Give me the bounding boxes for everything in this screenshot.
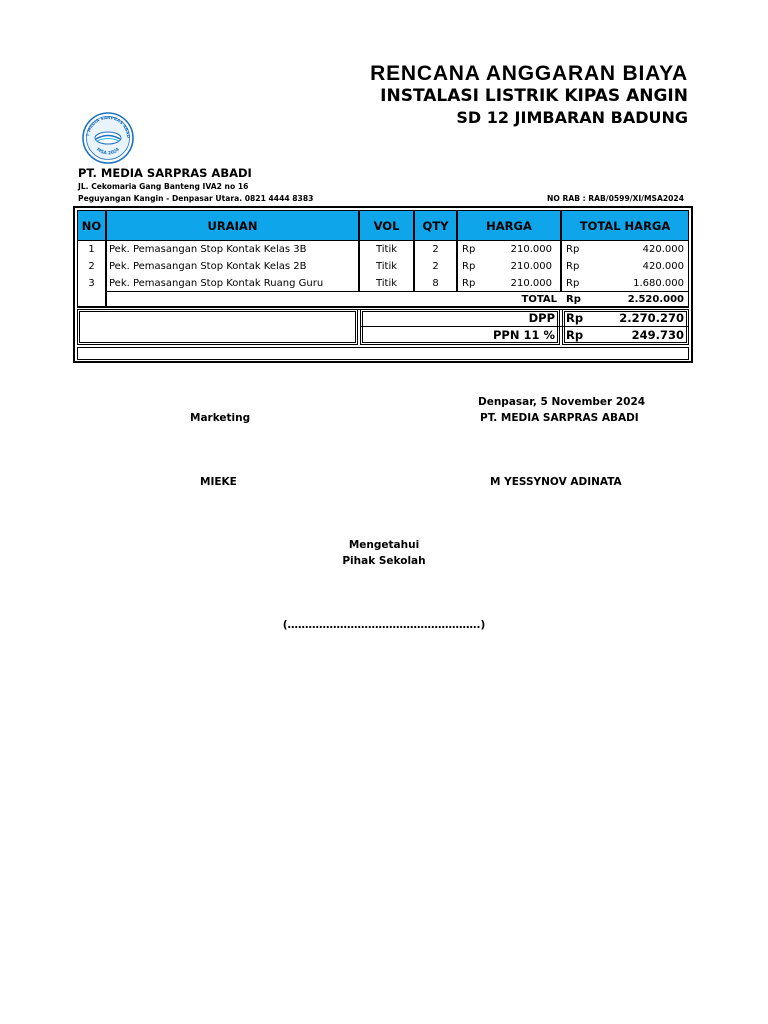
right-signer-name: M YESSYNOV ADINATA bbox=[490, 476, 622, 488]
row-harga-currency: Rp bbox=[462, 278, 476, 289]
notes-box bbox=[77, 309, 358, 345]
row-uraian: Pek. Pemasangan Stop Kontak Kelas 3B bbox=[109, 244, 307, 255]
company-logo bbox=[80, 112, 136, 164]
row-total-currency: Rp bbox=[566, 278, 580, 289]
acknowledged-party: Pihak Sekolah bbox=[342, 555, 426, 567]
company-address-line1: JL. Cekomaria Gang Banteng IVA2 no 16 bbox=[78, 182, 249, 191]
logo-text-bottom: MSA 2024 bbox=[95, 147, 121, 157]
document-title: RENCANA ANGGARAN BIAYA bbox=[370, 62, 688, 85]
row-vol: Titik bbox=[375, 244, 398, 255]
row-total: 420.000 bbox=[642, 261, 684, 272]
ppn-label: PPN 11 % bbox=[492, 328, 555, 342]
row-total: 1.680.000 bbox=[633, 278, 684, 289]
company-name: PT. MEDIA SARPRAS ABADI bbox=[78, 166, 252, 180]
ppn-currency: Rp bbox=[566, 328, 584, 342]
col-header-harga: HARGA bbox=[457, 210, 561, 241]
row-total-currency: Rp bbox=[566, 261, 580, 272]
row-total: 420.000 bbox=[642, 244, 684, 255]
row-harga: 210.000 bbox=[510, 261, 552, 272]
row-harga-currency: Rp bbox=[462, 244, 476, 255]
row-harga: 210.000 bbox=[510, 244, 552, 255]
col-header-total-harga: TOTAL HARGA bbox=[561, 210, 689, 241]
total-label: TOTAL bbox=[521, 294, 557, 305]
row-uraian: Pek. Pemasangan Stop Kontak Ruang Guru bbox=[109, 278, 324, 289]
tax-row-divider bbox=[360, 326, 689, 327]
row-vol: Titik bbox=[375, 278, 398, 289]
right-signer-company: PT. MEDIA SARPRAS ABADI bbox=[480, 412, 639, 424]
total-currency: Rp bbox=[566, 294, 581, 305]
company-address-line2: Peguyangan Kangin - Denpasar Utara. 0821 4444 8383 bbox=[78, 194, 314, 203]
col-header-qty: QTY bbox=[414, 210, 457, 241]
row-total-currency: Rp bbox=[566, 244, 580, 255]
row-no: 3 bbox=[88, 278, 95, 289]
budget-table bbox=[73, 206, 693, 363]
row-uraian: Pek. Pemasangan Stop Kontak Kelas 2B bbox=[109, 261, 307, 272]
left-signer-role: Marketing bbox=[190, 412, 251, 424]
school-signature-line: (……………………………………………….) bbox=[282, 619, 486, 631]
dpp-label: DPP bbox=[528, 311, 555, 325]
dpp-currency: Rp bbox=[566, 311, 584, 325]
dpp-value: 2.270.270 bbox=[619, 311, 684, 325]
document-subtitle: INSTALASI LISTRIK KIPAS ANGIN bbox=[380, 86, 688, 106]
row-qty: 2 bbox=[432, 244, 439, 255]
col-header-uraian: URAIAN bbox=[106, 210, 359, 241]
row-vol: Titik bbox=[375, 261, 398, 272]
col-header-no: NO bbox=[77, 210, 106, 241]
table-footer-row bbox=[77, 347, 689, 360]
row-qty: 2 bbox=[432, 261, 439, 272]
left-signer-name: MIEKE bbox=[200, 476, 237, 488]
col-header-vol: VOL bbox=[359, 210, 414, 241]
ppn-value: 249.730 bbox=[631, 328, 684, 342]
row-no: 1 bbox=[88, 244, 95, 255]
document-title-block bbox=[370, 62, 688, 128]
acknowledged-label: Mengetahui bbox=[348, 539, 420, 551]
place-date: Denpasar, 5 November 2024 bbox=[478, 396, 646, 408]
rab-number: NO RAB : RAB/0599/XI/MSA2024 bbox=[547, 194, 684, 203]
row-harga-currency: Rp bbox=[462, 261, 476, 272]
logo-text-top: T MEDIA SARPRAS ABAD bbox=[85, 114, 132, 139]
row-qty: 8 bbox=[432, 278, 439, 289]
row-no: 2 bbox=[88, 261, 95, 272]
total-value: 2.520.000 bbox=[627, 294, 684, 305]
document-location: SD 12 JIMBARAN BADUNG bbox=[456, 108, 688, 127]
row-harga: 210.000 bbox=[510, 278, 552, 289]
